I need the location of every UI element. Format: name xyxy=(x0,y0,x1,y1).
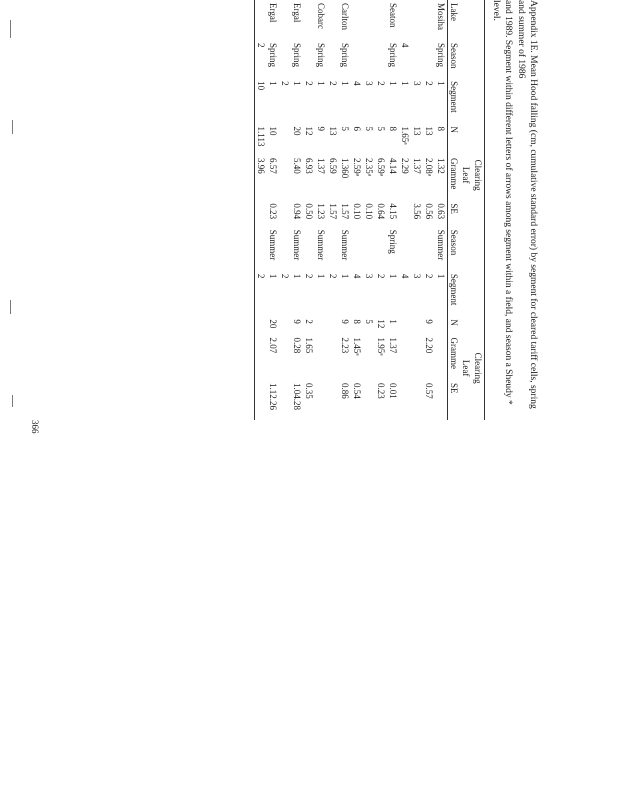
table-cell xyxy=(254,335,267,380)
table-cell: 0.63 xyxy=(435,203,446,220)
table-cell xyxy=(399,200,411,226)
table-row xyxy=(267,0,279,420)
table-cell: 20 xyxy=(267,319,278,329)
table-cell xyxy=(327,380,339,420)
table-cell: 0.56 xyxy=(423,203,434,220)
table-cell xyxy=(279,40,291,78)
table-cell xyxy=(423,40,435,78)
table-cell: 2.20 xyxy=(423,337,434,354)
table-cell xyxy=(315,380,327,420)
table-cell xyxy=(363,380,375,420)
table-cell xyxy=(279,227,291,271)
table-cell: 3 xyxy=(363,81,374,86)
table-cell: Spring xyxy=(435,42,446,67)
table-cell: 3 xyxy=(411,81,422,86)
table-cell xyxy=(254,380,267,420)
table-cell: 9 xyxy=(291,319,302,324)
table-row xyxy=(423,0,435,420)
table-cell xyxy=(327,227,339,271)
table-cell: 1 xyxy=(267,81,278,86)
data-table xyxy=(254,0,485,420)
table-cell: 2.59ᵃ xyxy=(351,157,362,177)
table-cell: 1.95ᵃ xyxy=(375,337,386,356)
sub-header-2: Leaf xyxy=(460,359,471,377)
table-cell: 2 xyxy=(254,271,267,316)
table-cell: 2.07 xyxy=(267,337,278,354)
table-cell: 3.96 xyxy=(254,155,267,200)
table-cell xyxy=(363,335,375,380)
table-body xyxy=(254,0,447,420)
table-cell: 2 xyxy=(279,273,290,279)
table-cell: Mosiha xyxy=(435,3,446,30)
table-cell: 1 xyxy=(315,81,326,86)
table-cell: 1.32 xyxy=(435,157,446,174)
column-header: Lake xyxy=(447,0,460,40)
table-cell: 10 xyxy=(267,126,278,136)
table-cell: 2 xyxy=(423,81,434,86)
table-row xyxy=(387,0,399,420)
table-cell: 2 xyxy=(254,40,267,78)
table-cell: 0.10 xyxy=(363,203,374,220)
table-cell: 1.04.28 xyxy=(291,382,302,410)
table-cell xyxy=(351,0,363,40)
group-header-2: Clearing xyxy=(472,316,485,420)
table-cell xyxy=(254,0,267,40)
table-cell: Spring xyxy=(339,42,350,67)
table-cell: 12 xyxy=(375,319,386,329)
table-row xyxy=(375,0,387,420)
table-cell: Spring xyxy=(387,42,398,67)
table-cell xyxy=(303,40,315,78)
table-cell: 1 xyxy=(387,273,398,279)
caption-line-2: and 1989. Segment within different letters of arrows among segment within a field, and season a Sheudy * level. xyxy=(490,0,514,405)
table-row xyxy=(351,0,363,420)
table-cell: 1.57 xyxy=(339,203,350,220)
column-header: N xyxy=(447,316,460,334)
table-cell xyxy=(423,0,435,40)
table-cell: 1.65 xyxy=(303,337,314,354)
table-cell: 1 xyxy=(267,273,278,279)
table-cell: 1 xyxy=(387,81,398,86)
table-cell: 3 xyxy=(411,273,422,279)
table-cell xyxy=(303,0,315,40)
table-caption xyxy=(490,0,539,420)
table-cell: 1.57 xyxy=(327,203,338,220)
table-cell xyxy=(327,40,339,78)
table-cell: 2 xyxy=(303,81,314,86)
caption-line-1: Appendix 1E. Mean Hood falling (cm, cumulative standard error) by segment for cleared tariff cells, spring and summer of 1986 xyxy=(515,0,538,409)
table-cell xyxy=(351,227,363,271)
column-header: N xyxy=(447,124,460,155)
table-cell xyxy=(423,227,435,271)
table-cell: 0.35 xyxy=(303,382,314,399)
table-cell: 2 xyxy=(423,273,434,279)
table-cell: 4 xyxy=(351,273,362,279)
table-row xyxy=(303,0,315,420)
table-cell: 4.15 xyxy=(387,203,398,220)
table-cell: 1 xyxy=(315,273,326,279)
column-header: Season xyxy=(447,227,460,271)
table-cell: 3.56 xyxy=(411,203,422,220)
table-cell: 4.14 xyxy=(387,157,398,174)
table-cell: 6.93 xyxy=(303,157,314,174)
table-row xyxy=(411,0,423,420)
table-cell: 0.54 xyxy=(351,382,362,399)
table-cell xyxy=(279,124,291,155)
table-cell: 1.37 xyxy=(411,157,422,174)
table-row xyxy=(399,0,411,420)
table-cell xyxy=(303,227,315,271)
table-cell: 1 xyxy=(291,81,302,86)
group-header-1: Clearing xyxy=(472,124,485,227)
table-cell: 0.50 xyxy=(303,203,314,220)
table-cell: 1 xyxy=(435,273,446,279)
column-header: Gramme xyxy=(447,335,460,380)
column-header: SE xyxy=(447,200,460,226)
table-cell: 10 xyxy=(254,78,267,123)
scan-edge-mark xyxy=(10,300,11,314)
table-cell: Summer xyxy=(435,229,446,261)
table-cell xyxy=(279,380,291,420)
table-cell: 0.23 xyxy=(375,382,386,399)
table-cell: Cobarc xyxy=(315,3,326,29)
table-cell: 1.37 xyxy=(315,157,326,174)
table-cell: 13 xyxy=(327,126,338,136)
table-cell: 13 xyxy=(423,126,434,136)
table-cell xyxy=(254,200,267,226)
table-cell: 5 xyxy=(339,126,350,132)
table-cell: 5 xyxy=(363,126,374,132)
table-cell xyxy=(315,316,327,334)
table-cell: 2.29 xyxy=(399,157,410,174)
table-cell: 0.57 xyxy=(423,382,434,399)
table-cell xyxy=(399,335,411,380)
table-cell: 2.35ᵃ xyxy=(363,157,374,177)
table-cell: 6 xyxy=(351,126,362,132)
table-cell: 4 xyxy=(351,81,362,86)
table-cell: Carlton xyxy=(339,3,350,30)
table-cell xyxy=(363,0,375,40)
table-cell: 20 xyxy=(291,126,302,136)
table-cell xyxy=(411,0,423,40)
table-cell xyxy=(327,335,339,380)
table-cell: 2 xyxy=(279,81,290,86)
table-cell: 1 xyxy=(399,81,410,86)
table-cell: 0.01 xyxy=(387,382,398,399)
table-cell xyxy=(375,227,387,271)
table-cell: 1 xyxy=(339,81,350,86)
table-cell: 0.64 xyxy=(375,203,386,220)
table-cell xyxy=(351,40,363,78)
table-cell: 2 xyxy=(327,81,338,86)
column-header: SE xyxy=(447,380,460,420)
table-cell xyxy=(279,200,291,226)
table-cell: 0.94 xyxy=(291,203,302,220)
table-cell xyxy=(279,0,291,40)
table-cell: 2 xyxy=(303,319,314,324)
table-cell: Spring xyxy=(291,42,302,67)
table-cell: 8 xyxy=(351,319,362,324)
table-cell: 13 xyxy=(411,126,422,136)
table-cell xyxy=(411,316,423,334)
table-cell: 8 xyxy=(435,126,446,132)
table-cell: Summer xyxy=(291,229,302,261)
table-cell xyxy=(279,316,291,334)
scan-edge-mark xyxy=(12,395,13,407)
rotated-table-page xyxy=(79,0,539,420)
scan-edge-mark xyxy=(12,120,13,134)
table-cell xyxy=(315,335,327,380)
table-cell: 1.45ᵃ xyxy=(351,337,362,356)
table-cell: 1.113 xyxy=(254,124,267,155)
table-cell: 0.23 xyxy=(267,203,278,220)
table-cell xyxy=(279,335,291,380)
table-cell: 2.08ᵃ xyxy=(423,157,434,177)
table-cell xyxy=(375,0,387,40)
table-cell: 2 xyxy=(327,273,338,279)
table-cell: 2 xyxy=(303,273,314,279)
table-cell: Summer xyxy=(315,229,326,261)
table-cell: 9 xyxy=(315,126,326,132)
table-cell: 1 xyxy=(435,81,446,86)
table-cell: 0.28 xyxy=(291,337,302,354)
scan-edge-mark xyxy=(10,20,11,38)
table-cell xyxy=(327,316,339,334)
table-cell: 1 xyxy=(291,273,302,279)
table-cell: 3 xyxy=(363,273,374,279)
table-cell xyxy=(435,335,448,380)
table-cell xyxy=(411,40,423,78)
table-cell: 1.37 xyxy=(387,337,398,354)
table-cell: Seaton xyxy=(387,3,398,28)
table-cell xyxy=(411,227,423,271)
table-cell xyxy=(363,227,375,271)
table-cell: 12 xyxy=(303,126,314,136)
table-cell: 2 xyxy=(375,273,386,279)
table-cell: Spring xyxy=(315,42,326,67)
table-row xyxy=(279,0,291,420)
table-cell: 0.86 xyxy=(339,382,350,399)
table-cell: 9 xyxy=(339,319,350,324)
table-cell xyxy=(435,380,448,420)
table-row xyxy=(291,0,303,420)
table-cell: 2.23 xyxy=(339,337,350,354)
table-cell: 1.23 xyxy=(315,203,326,220)
table-cell xyxy=(279,155,291,200)
table-cell: 8 xyxy=(387,126,398,132)
table-cell: 5 xyxy=(363,319,374,324)
table-cell xyxy=(399,0,411,40)
column-header: Segment xyxy=(447,271,460,316)
table-cell: 4 xyxy=(399,273,410,279)
column-header: Gramme xyxy=(447,155,460,200)
table-cell: 4 xyxy=(399,42,410,48)
table-cell: Summer xyxy=(339,229,350,261)
page-number: 366 xyxy=(30,420,40,434)
column-header: Season xyxy=(447,40,460,78)
table-cell xyxy=(399,227,411,271)
table-cell xyxy=(411,335,423,380)
table-cell: 1.12.26 xyxy=(267,382,278,410)
table-cell: 1 xyxy=(387,319,398,324)
sub-header-1: Leaf xyxy=(460,166,471,184)
table-cell: Ergal xyxy=(291,3,302,23)
table-row xyxy=(363,0,375,420)
table-cell: 6.57 xyxy=(267,157,278,174)
table-cell: 1.65ᵃ xyxy=(399,126,410,145)
table-cell xyxy=(435,316,448,334)
table-cell: Summer xyxy=(267,229,278,261)
table-cell xyxy=(399,380,411,420)
table-cell: 1.360 xyxy=(339,157,350,179)
table-cell xyxy=(254,227,267,271)
table-cell: Ergal xyxy=(267,3,278,23)
table-cell: Spring xyxy=(387,229,398,254)
table-cell: 5.40 xyxy=(291,157,302,174)
table-cell: 6.59 xyxy=(327,157,338,174)
table-cell: 6.59ᵃ xyxy=(375,157,386,177)
column-header-row xyxy=(447,0,460,420)
table-cell xyxy=(327,0,339,40)
table-row xyxy=(339,0,351,420)
table-cell: 1 xyxy=(339,273,350,279)
column-header: Segment xyxy=(447,78,460,123)
table-cell xyxy=(254,316,267,334)
table-row xyxy=(315,0,327,420)
table-cell xyxy=(375,40,387,78)
table-row xyxy=(327,0,339,420)
table-cell: 5 xyxy=(375,126,386,132)
table-cell xyxy=(399,316,411,334)
table-row xyxy=(435,0,448,420)
table-cell: 2 xyxy=(375,81,386,86)
table-cell: 0.10 xyxy=(351,203,362,220)
table-cell: 9 xyxy=(423,319,434,324)
table-cell: Spring xyxy=(267,42,278,67)
table-cell xyxy=(363,40,375,78)
table-row xyxy=(254,0,267,420)
table-cell xyxy=(411,380,423,420)
